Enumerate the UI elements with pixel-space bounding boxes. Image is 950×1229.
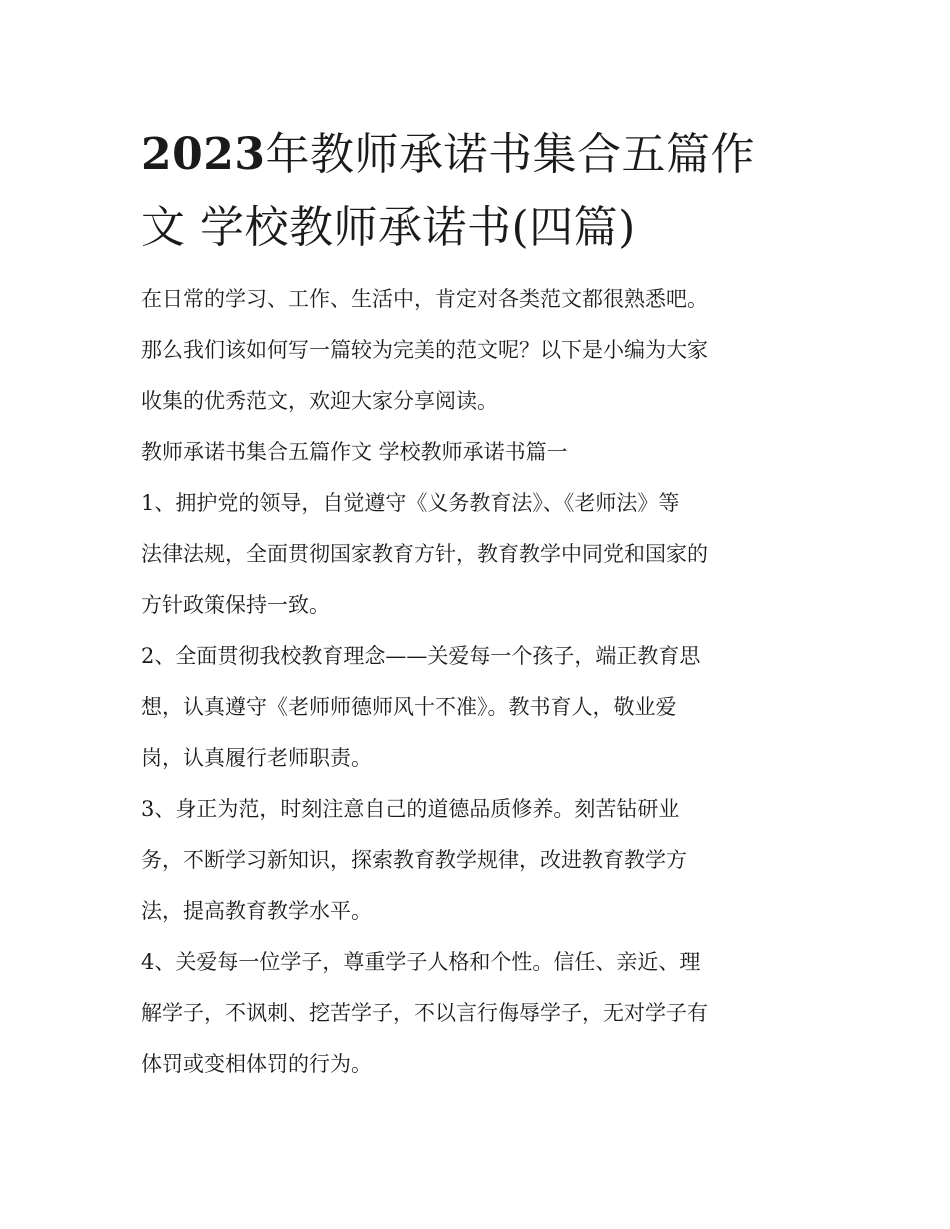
- pledge-line: 务，不断学习新知识，探索教育教学规律，改进教育教学方: [141, 848, 687, 872]
- pledge-item-2: [141, 631, 821, 784]
- section-heading: [141, 427, 821, 478]
- pledge-line: 2、全面贯彻我校教育理念——关爱每一个孩子，端正教育思: [141, 644, 701, 668]
- pledge-line: 1、拥护党的领导，自觉遵守《义务教育法》、《老师法》等: [141, 491, 680, 515]
- pledge-line: 岗，认真履行老师职责。: [141, 746, 372, 770]
- pledge-line: 法律法规，全面贯彻国家教育方针，教育教学中同党和国家的: [141, 542, 708, 566]
- intro-paragraph: [141, 274, 821, 427]
- title-year: 2023: [141, 129, 266, 180]
- document-body: [141, 274, 821, 1090]
- pledge-line: 4、关爱每一位学子，尊重学子人格和个性。信任、亲近、理: [141, 950, 701, 974]
- intro-line: 那么我们该如何写一篇较为完美的范文呢？以下是小编为大家: [141, 338, 708, 362]
- pledge-item-3: [141, 784, 821, 937]
- title-line-2: 文 学校教师承诺书(四篇): [141, 202, 636, 253]
- pledge-item-1: [141, 478, 821, 631]
- pledge-line: 想，认真遵守《老师师德师风十不准》。教书育人，敬业爱: [141, 695, 677, 719]
- section-heading-text: 教师承诺书集合五篇作文 学校教师承诺书篇一: [141, 440, 568, 464]
- title-line-1: [141, 118, 821, 191]
- pledge-line: 法，提高教育教学水平。: [141, 899, 372, 923]
- pledge-line: 解学子，不讽刺、挖苦学子，不以言行侮辱学子，无对学子有: [141, 1001, 708, 1025]
- document-page: [141, 118, 821, 1090]
- document-title: [141, 118, 821, 264]
- title-text: 年教师承诺书集合五篇作: [265, 129, 755, 180]
- pledge-line: 方针政策保持一致。: [141, 593, 330, 617]
- intro-line: 在日常的学习、工作、生活中，肯定对各类范文都很熟悉吧。: [141, 287, 708, 311]
- intro-line: 收集的优秀范文，欢迎大家分享阅读。: [141, 389, 498, 413]
- pledge-line: 3、身正为范，时刻注意自己的道德品质修养。刻苦钻研业: [141, 797, 680, 821]
- pledge-item-4: [141, 937, 821, 1090]
- pledge-line: 体罚或变相体罚的行为。: [141, 1052, 372, 1076]
